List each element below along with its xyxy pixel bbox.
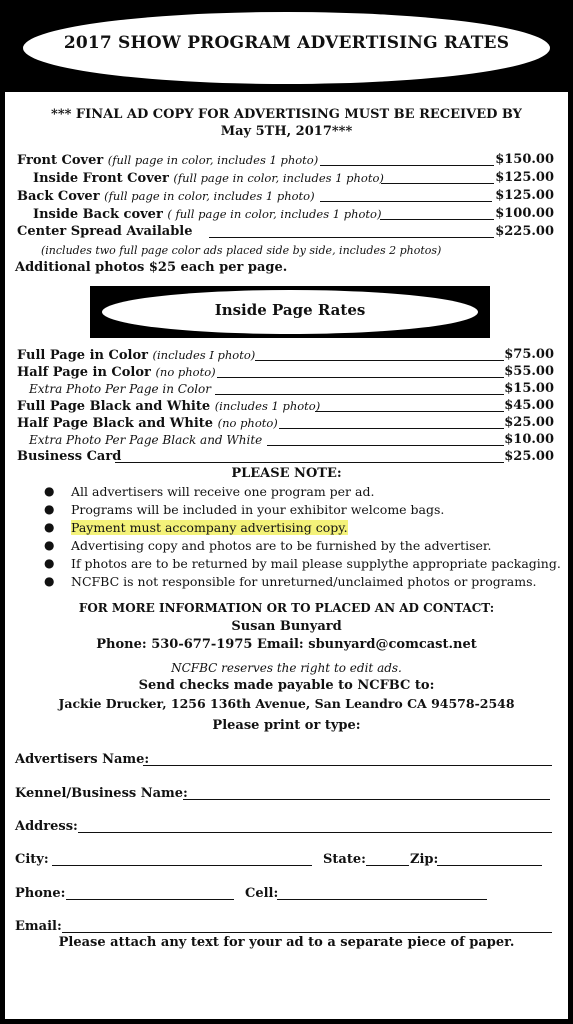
rate-front-cover <box>17 151 554 169</box>
rate-label: Back Cover (full page in color, includes 1 photo) <box>17 189 315 204</box>
rate-extra-photo-bw <box>29 431 554 449</box>
title-banner <box>5 6 568 92</box>
bullet-icon: ● <box>44 538 55 552</box>
deadline-line-2: May 5TH, 2017*** <box>220 124 353 139</box>
rate-price: $225.00 <box>495 224 554 239</box>
rate-price: $150.00 <box>495 152 554 167</box>
leader-line <box>315 411 504 412</box>
leader-line <box>267 445 504 446</box>
rate-price: $45.00 <box>504 398 554 413</box>
rate-price: $15.00 <box>504 381 554 396</box>
state-field[interactable] <box>366 865 409 866</box>
rate-price: $25.00 <box>504 415 554 430</box>
contact-name: Susan Bunyard <box>231 619 342 634</box>
advertiser-name-field[interactable] <box>15 751 552 769</box>
print-instructions: Please print or type: <box>212 718 361 733</box>
zip-label: Zip: <box>410 852 439 867</box>
field-label: Email: <box>15 919 62 934</box>
rate-label: Extra Photo Per Page in Color <box>29 382 212 396</box>
rate-label: Front Cover (full page in color, includes 1 photo) <box>17 153 319 168</box>
list-item: ● If photos are to be returned by mail please supplythe appropriate packaging. <box>44 556 561 571</box>
leader-line <box>320 201 492 202</box>
rate-label: Inside Front Cover (full page in color, includes 1 photo) <box>33 171 384 186</box>
please-note-title: PLEASE NOTE: <box>231 466 342 481</box>
rate-extra-photo-color <box>29 380 554 398</box>
rate-half-page-color <box>17 363 554 381</box>
rate-label: Center Spread Available <box>17 224 193 239</box>
list-item: ● Advertising copy and photos are to be furnished by the advertiser. <box>44 538 492 553</box>
rate-label: Business Card <box>17 449 122 464</box>
phone-cell-row <box>15 885 552 903</box>
bullet-icon: ● <box>44 484 55 498</box>
city-label: City: <box>15 852 49 867</box>
rate-price: $75.00 <box>504 347 554 362</box>
list-item: ● All advertisers will receive one program per ad. <box>44 484 375 499</box>
bullet-icon: ● <box>44 502 55 516</box>
list-item: ● Programs will be included in your exhibitor welcome bags. <box>44 502 445 517</box>
field-label: Kennel/Business Name: <box>15 786 188 801</box>
rate-price: $10.00 <box>504 432 554 447</box>
field-label: Address: <box>15 819 78 834</box>
leader-line <box>320 165 494 166</box>
leader-line <box>381 183 494 184</box>
rate-label: Full Page in Color (includes I photo) <box>17 348 256 363</box>
phone-label: Phone: <box>15 886 66 901</box>
state-label: State: <box>323 852 366 867</box>
rate-price: $125.00 <box>495 170 554 185</box>
cell-field[interactable] <box>277 899 487 900</box>
city-field[interactable] <box>52 865 312 866</box>
footer-note: Please attach any text for your ad to a separate piece of paper. <box>58 935 515 950</box>
leader-line <box>115 462 504 463</box>
zip-field[interactable] <box>437 865 542 866</box>
contact-heading: FOR MORE INFORMATION OR TO PLACED AN AD CONTACT: <box>78 601 495 615</box>
fill-line[interactable] <box>62 932 552 933</box>
edit-rights-note: NCFBC reserves the right to edit ads. <box>171 661 402 675</box>
city-state-zip-row <box>15 851 552 869</box>
kennel-name-field[interactable] <box>15 785 552 803</box>
rate-full-page-color <box>17 346 554 364</box>
bullet-icon: ● <box>44 520 55 534</box>
rate-inside-back-cover <box>33 205 554 223</box>
rate-label: Inside Back cover ( full page in color, includes 1 photo) <box>33 207 382 222</box>
rate-price: $100.00 <box>495 206 554 221</box>
leader-line <box>255 360 504 361</box>
bullet-icon: ● <box>44 574 55 588</box>
page-title: 2017 SHOW PROGRAM ADVERTISING RATES <box>63 33 510 53</box>
highlighted-text: Payment must accompany advertising copy. <box>71 520 348 535</box>
checks-payable: Send checks made payable to NCFBC to: <box>138 678 435 693</box>
inside-rates-title: Inside Page Rates <box>214 301 366 319</box>
additional-photos: Additional photos $25 each per page. <box>15 260 288 275</box>
address-field[interactable] <box>15 818 552 836</box>
deadline-line-1: *** FINAL AD COPY FOR ADVERTISING MUST BE RECEIVED BY <box>51 107 522 122</box>
rate-business-card <box>17 448 554 466</box>
list-item <box>44 519 348 536</box>
center-spread-note: (includes two full page color ads placed side by side, includes 2 photos) <box>41 244 442 257</box>
list-item: ● NCFBC is not responsible for unreturned/unclaimed photos or programs. <box>44 574 537 589</box>
leader-line <box>279 428 504 429</box>
rate-label: Half Page in Color (no photo) <box>17 365 216 380</box>
leader-line <box>217 377 504 378</box>
mailing-address: Jackie Drucker, 1256 136th Avenue, San Leandro CA 94578-2548 <box>58 696 515 711</box>
contact-phone-email: Phone: 530-677-1975 Email: sbunyard@comcast.net <box>96 637 477 652</box>
phone-field[interactable] <box>66 899 234 900</box>
rate-label: Extra Photo Per Page Black and White <box>29 433 263 447</box>
fill-line[interactable] <box>183 799 550 800</box>
leader-line <box>209 237 494 238</box>
rate-price: $25.00 <box>504 449 554 464</box>
bullet-icon: ● <box>44 556 55 570</box>
email-field[interactable] <box>15 918 552 936</box>
field-label: Advertisers Name: <box>15 752 150 767</box>
rate-center-spread <box>17 223 554 241</box>
rate-half-page-bw <box>17 414 554 432</box>
rate-price: $55.00 <box>504 364 554 379</box>
rate-back-cover <box>17 187 554 205</box>
fill-line[interactable] <box>143 765 552 766</box>
rate-label: Half Page Black and White (no photo) <box>17 416 278 431</box>
rate-price: $125.00 <box>495 188 554 203</box>
rate-full-page-bw <box>17 397 554 415</box>
cell-label: Cell: <box>245 886 279 901</box>
leader-line <box>380 219 494 220</box>
fill-line[interactable] <box>78 832 552 833</box>
rate-inside-front-cover <box>33 169 554 187</box>
rate-label: Full Page Black and White (includes 1 photo) <box>17 399 321 414</box>
inside-rates-banner <box>90 286 490 338</box>
leader-line <box>215 394 504 395</box>
